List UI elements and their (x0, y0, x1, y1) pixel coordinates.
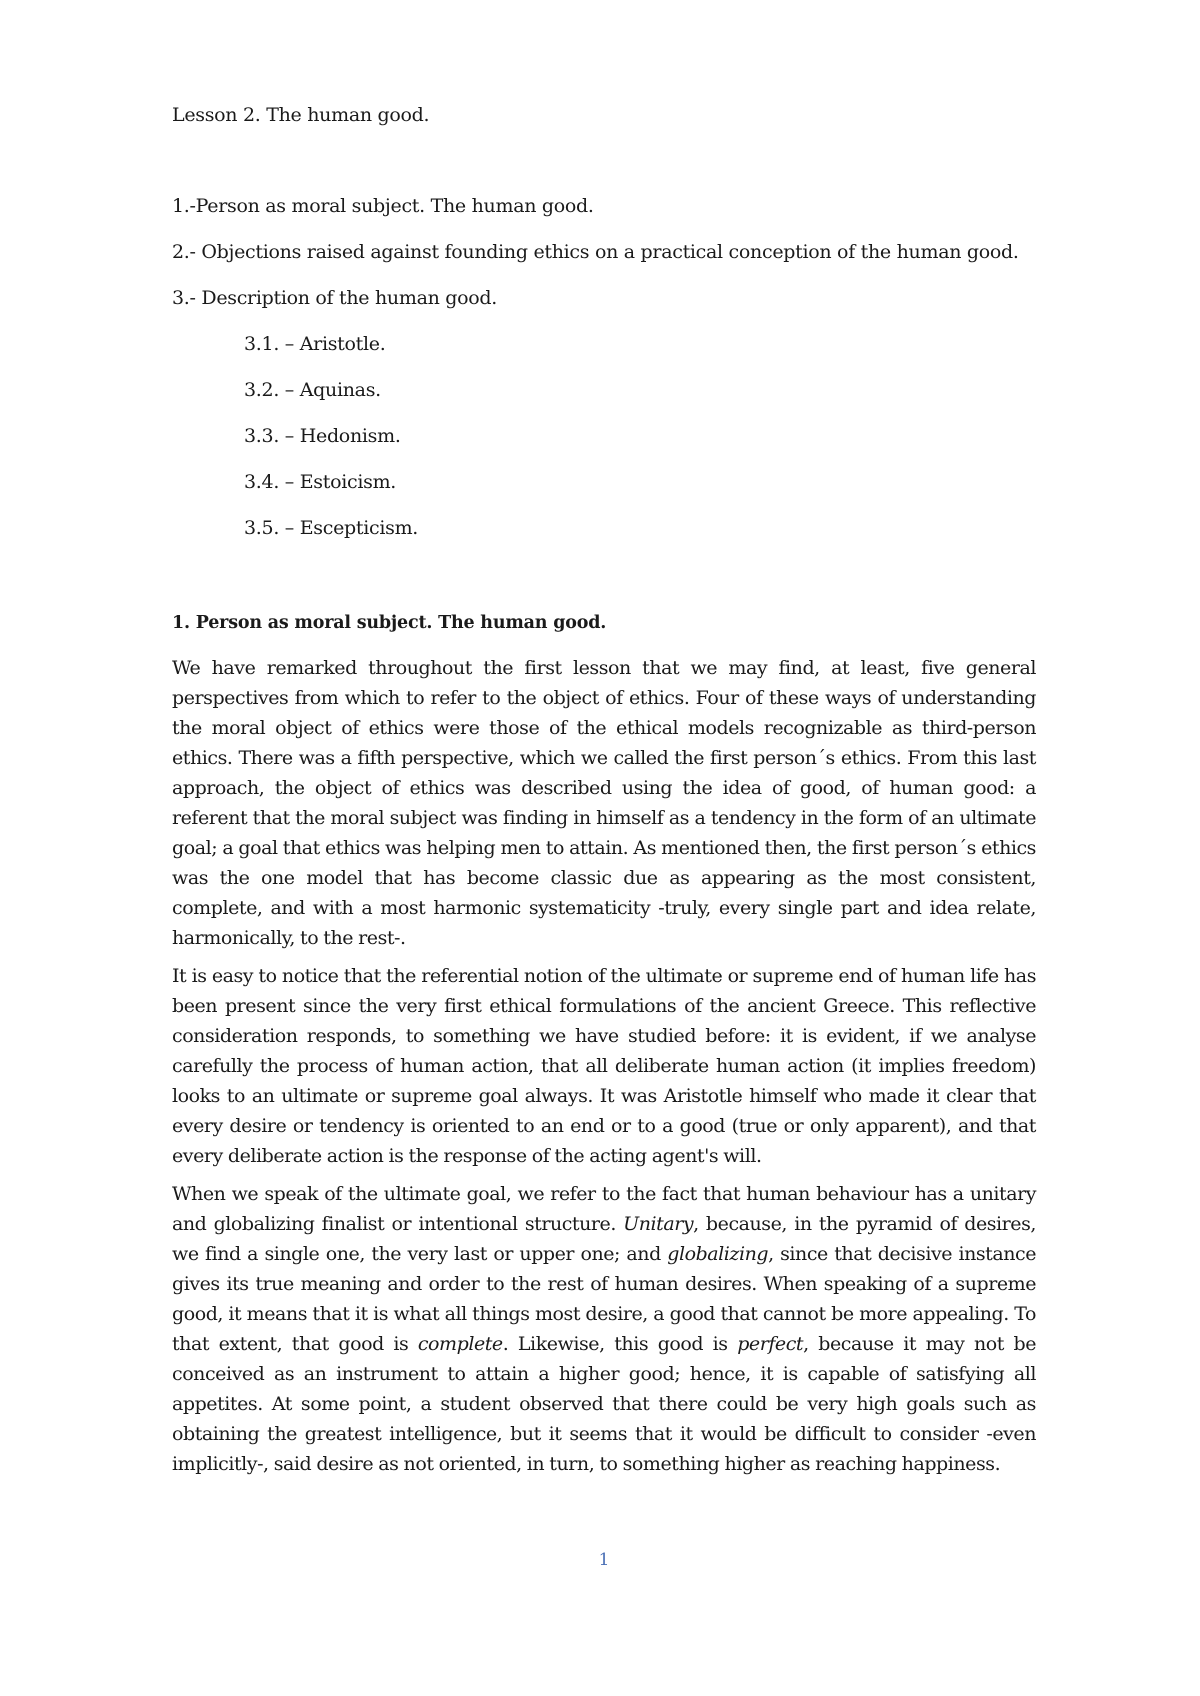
outline-item-1: 1.-Person as moral subject. The human good. (172, 195, 594, 217)
lesson-outline (172, 193, 1052, 561)
outline-item-3: 3.- Description of the human good. (172, 287, 498, 309)
outline-subitem-3-3: 3.3. – Hedonism. (244, 425, 401, 447)
section-heading: 1. Person as moral subject. The human good. (172, 613, 607, 633)
paragraph-3-text: , since that decisive instance gives its true meaning and order to the rest of human desires. When speaking of a supreme good, it means that it is what all things most desire, a good that cannot be more appealing. To that extent, that good is (172, 1243, 1037, 1355)
outline-subitem-3-4: 3.4. – Estoicism. (244, 471, 397, 493)
outline-subitem-3-5: 3.5. – Escepticism. (244, 517, 419, 539)
emphasis-globalizing: globalizing (667, 1243, 769, 1265)
page-number: 1 (598, 1550, 610, 1570)
outline-subitem-3-2: 3.2. – Aquinas. (244, 379, 381, 401)
lesson-title: Lesson 2. The human good. (172, 104, 430, 126)
outline-item-2: 2.- Objections raised against founding ethics on a practical conception of the human good. (172, 241, 1019, 263)
paragraph-3-text: When we speak of the ultimate goal, we refer to the fact that human behaviour has a unitary and globalizing finalist or intentional structure. (172, 1183, 1036, 1235)
emphasis-complete: complete (417, 1333, 503, 1355)
paragraph-3-text: , because, in the pyramid of desires, we find a single one, the very last or upper one; and (172, 1213, 1036, 1265)
paragraph-3-text: . Likewise, this good is (502, 1333, 738, 1355)
paragraph-3-text: , because it may not be conceived as an instrument to attain a higher good; hence, it is capable of satisfying all appetites. At some point, a student observed that there could be very high goals such as obtaining the greatest intelligence, but it seems that it would be difficult to consider -even implicitly-, said desire as not oriented, in turn, to something higher as reaching happiness. (172, 1333, 1036, 1475)
paragraph-2: It is easy to notice that the referential notion of the ultimate or supreme end of human life has been present since the very first ethical formulations of the ancient Greece. This reflective consideration responds, to something we have studied before: it is evident, if we analyse carefully the process of human action, that all deliberate human action (it implies freedom) looks to an ultimate or supreme goal always. It was Aristotle himself who made it clear that every desire or tendency is oriented to an end or to a good (true or only apparent), and that every deliberate action is the response of the acting agent's will. (172, 965, 1036, 1167)
outline-subitem-3-1: 3.1. – Aristotle. (244, 333, 386, 355)
body-text (172, 653, 1036, 1487)
paragraph-1: We have remarked throughout the first lesson that we may find, at least, five general perspectives from which to refer to the object of ethics. Four of these ways of understanding the moral object of ethics were those of the ethical models recognizable as third-person ethics. There was a fifth perspective, which we called the first person´s ethics. From this last approach, the object of ethics was described using the idea of good, of human good: a referent that the moral subject was finding in himself as a tendency in the form of an ultimate goal; a goal that ethics was helping men to attain. As mentioned then, the first person´s ethics was the one model that has become classic due as appearing as the most consistent, complete, and with a most harmonic systematicity -truly, every single part and idea relate, harmonically, to the rest-. (172, 657, 1036, 949)
emphasis-perfect: perfect (737, 1333, 804, 1355)
paragraph-3 (172, 1179, 1036, 1479)
emphasis-unitary: Unitary (623, 1213, 694, 1235)
